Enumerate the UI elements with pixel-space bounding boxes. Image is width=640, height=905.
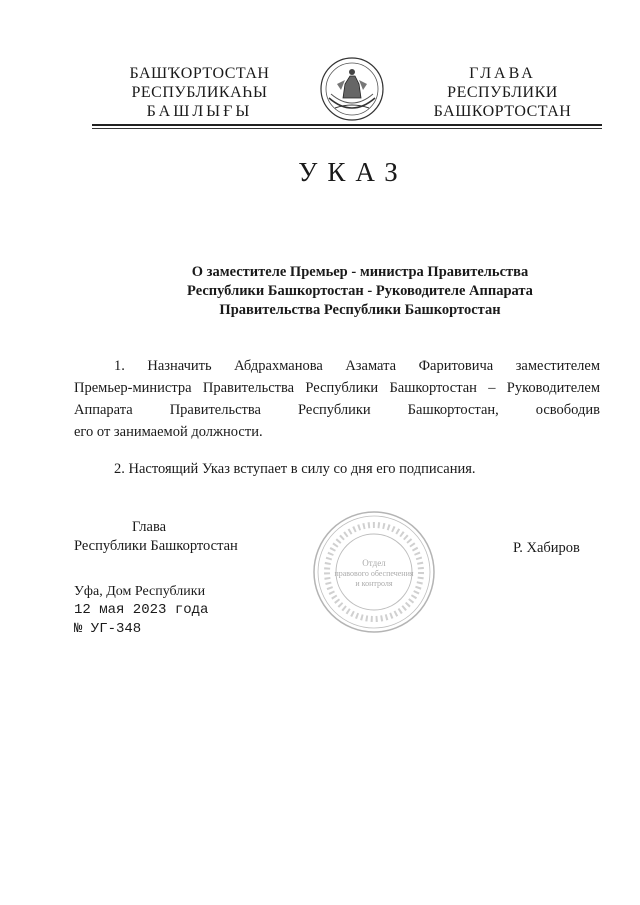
stamp-line: и контроля [355, 579, 393, 588]
header-divider [92, 124, 602, 126]
header-right-line: РЕСПУБЛИКИ [447, 84, 558, 101]
issue-date: 12 мая 2023 года [74, 602, 209, 618]
subject-line: Республики Башкортостан - Руководителе Аппарата [187, 283, 533, 299]
header-divider-thin [92, 128, 602, 129]
signatory-title-line: Республики Башкортостан [74, 538, 238, 554]
header-left [112, 64, 287, 121]
stamp-line: правового обеспечения [334, 569, 414, 578]
signatory-name: Р. Хабиров [513, 540, 580, 556]
decree-number: № УГ-348 [74, 621, 142, 637]
coat-of-arms-icon [317, 54, 387, 124]
subject-line: Правительства Республики Башкортостан [219, 302, 501, 318]
paragraph-2: 2. Настоящий Указ вступает в силу со дня его подписания. [114, 461, 476, 477]
header-left-line: БАШҠОРТОСТАН [129, 65, 270, 82]
paragraph-1-line: его от занимаемой должности. [74, 424, 263, 440]
issue-place: Уфа, Дом Республики [74, 584, 206, 599]
header-left-line: БАШЛЫҒЫ [146, 103, 253, 120]
paragraph-1-line: Премьер-министра Правительства Республики Башкортостан – Руководителем [74, 380, 600, 396]
subject-line: О заместителе Премьер - министра Правительства [191, 264, 529, 280]
header-right-line: ГЛАВА [469, 65, 536, 82]
paragraph-1-line: 1. Назначить Абдрахманова Азамата Фаритовича заместителем [114, 358, 600, 374]
header-right-line: БАШКОРТОСТАН [433, 103, 572, 120]
signatory-title-line: Глава [132, 519, 167, 535]
stamp-line: Отдел [362, 558, 386, 568]
document-title: УКАЗ [298, 157, 408, 187]
official-stamp-icon [310, 508, 438, 636]
issue-details [74, 582, 208, 639]
header-left-line: РЕСПУБЛИКАҺЫ [131, 84, 268, 101]
paragraph-1-line: Аппарата Правительства Республики Башкортостан, освободив [74, 402, 600, 418]
signatory-position [74, 518, 238, 556]
decree-subject [130, 263, 590, 320]
header-right [420, 64, 585, 121]
